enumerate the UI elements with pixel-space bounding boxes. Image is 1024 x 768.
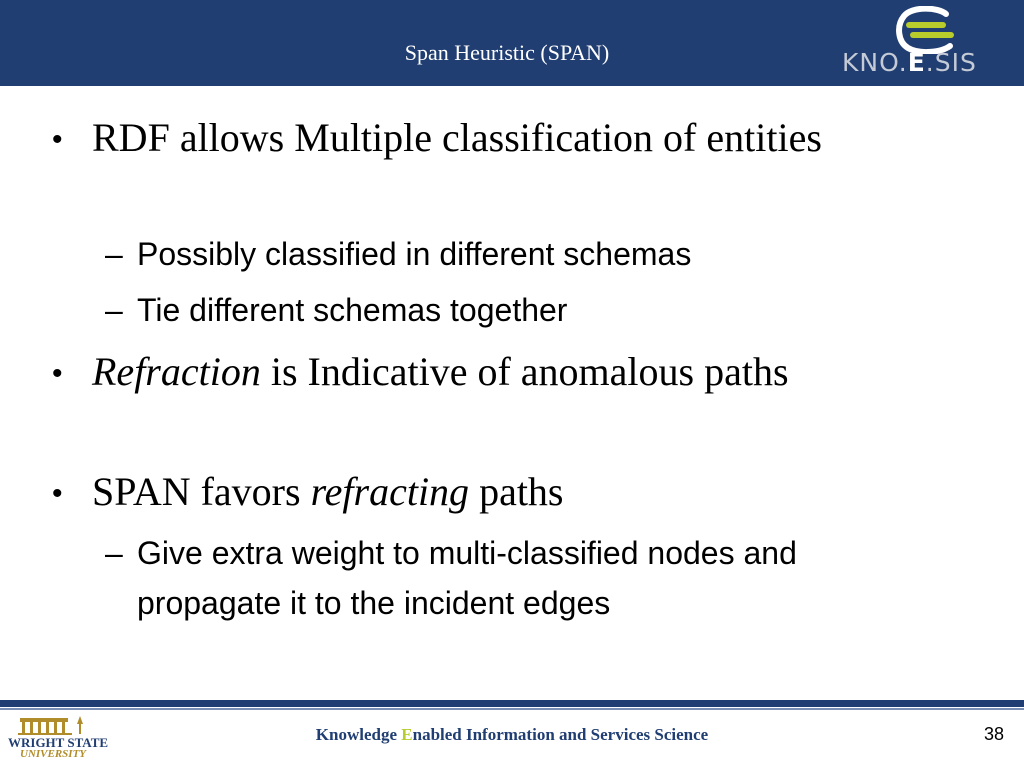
footer-tagline: Knowledge Enabled Information and Services Science [315, 725, 709, 744]
university-name: WRIGHT STATE [8, 735, 109, 750]
subbullet-marker: – [105, 535, 123, 571]
bullet-span-favors [52, 467, 852, 517]
slide-title: Span Heuristic (SPAN) [404, 40, 610, 65]
bullet-refraction [52, 347, 852, 397]
bullet-text: RDF allows Multiple classification of entities [92, 115, 822, 160]
subbullet-text: Tie different schemas together [137, 292, 568, 328]
page-number: 38 [983, 724, 1004, 744]
bullet-marker: • [52, 123, 63, 156]
bullet-text: SPAN favors refracting paths [92, 469, 564, 514]
university-subtitle: UNIVERSITY [20, 748, 87, 760]
subbullet-marker: – [105, 292, 123, 328]
subbullet-marker: – [105, 236, 123, 272]
bullet-text: Refraction is Indicative of anomalous paths [92, 349, 789, 394]
subbullet-different-schemas [105, 229, 925, 279]
italic-term: refracting [310, 469, 470, 514]
subbullet-text: Possibly classified in different schemas [137, 236, 692, 272]
footer-divider [0, 700, 1024, 707]
footer-divider-thin [0, 708, 1024, 710]
subbullet-tie-schemas [105, 285, 925, 335]
italic-term: Refraction [92, 349, 261, 394]
bullet-rdf-multiple-classification [52, 113, 852, 163]
bullet-marker: • [52, 357, 63, 390]
knoesis-logo-text: KNO.E.SIS [842, 48, 977, 77]
subbullet-text: Give extra weight to multi-classified nodes and propagate it to the incident edges [137, 535, 797, 621]
subbullet-extra-weight [105, 528, 925, 628]
bullet-marker: • [52, 477, 63, 510]
